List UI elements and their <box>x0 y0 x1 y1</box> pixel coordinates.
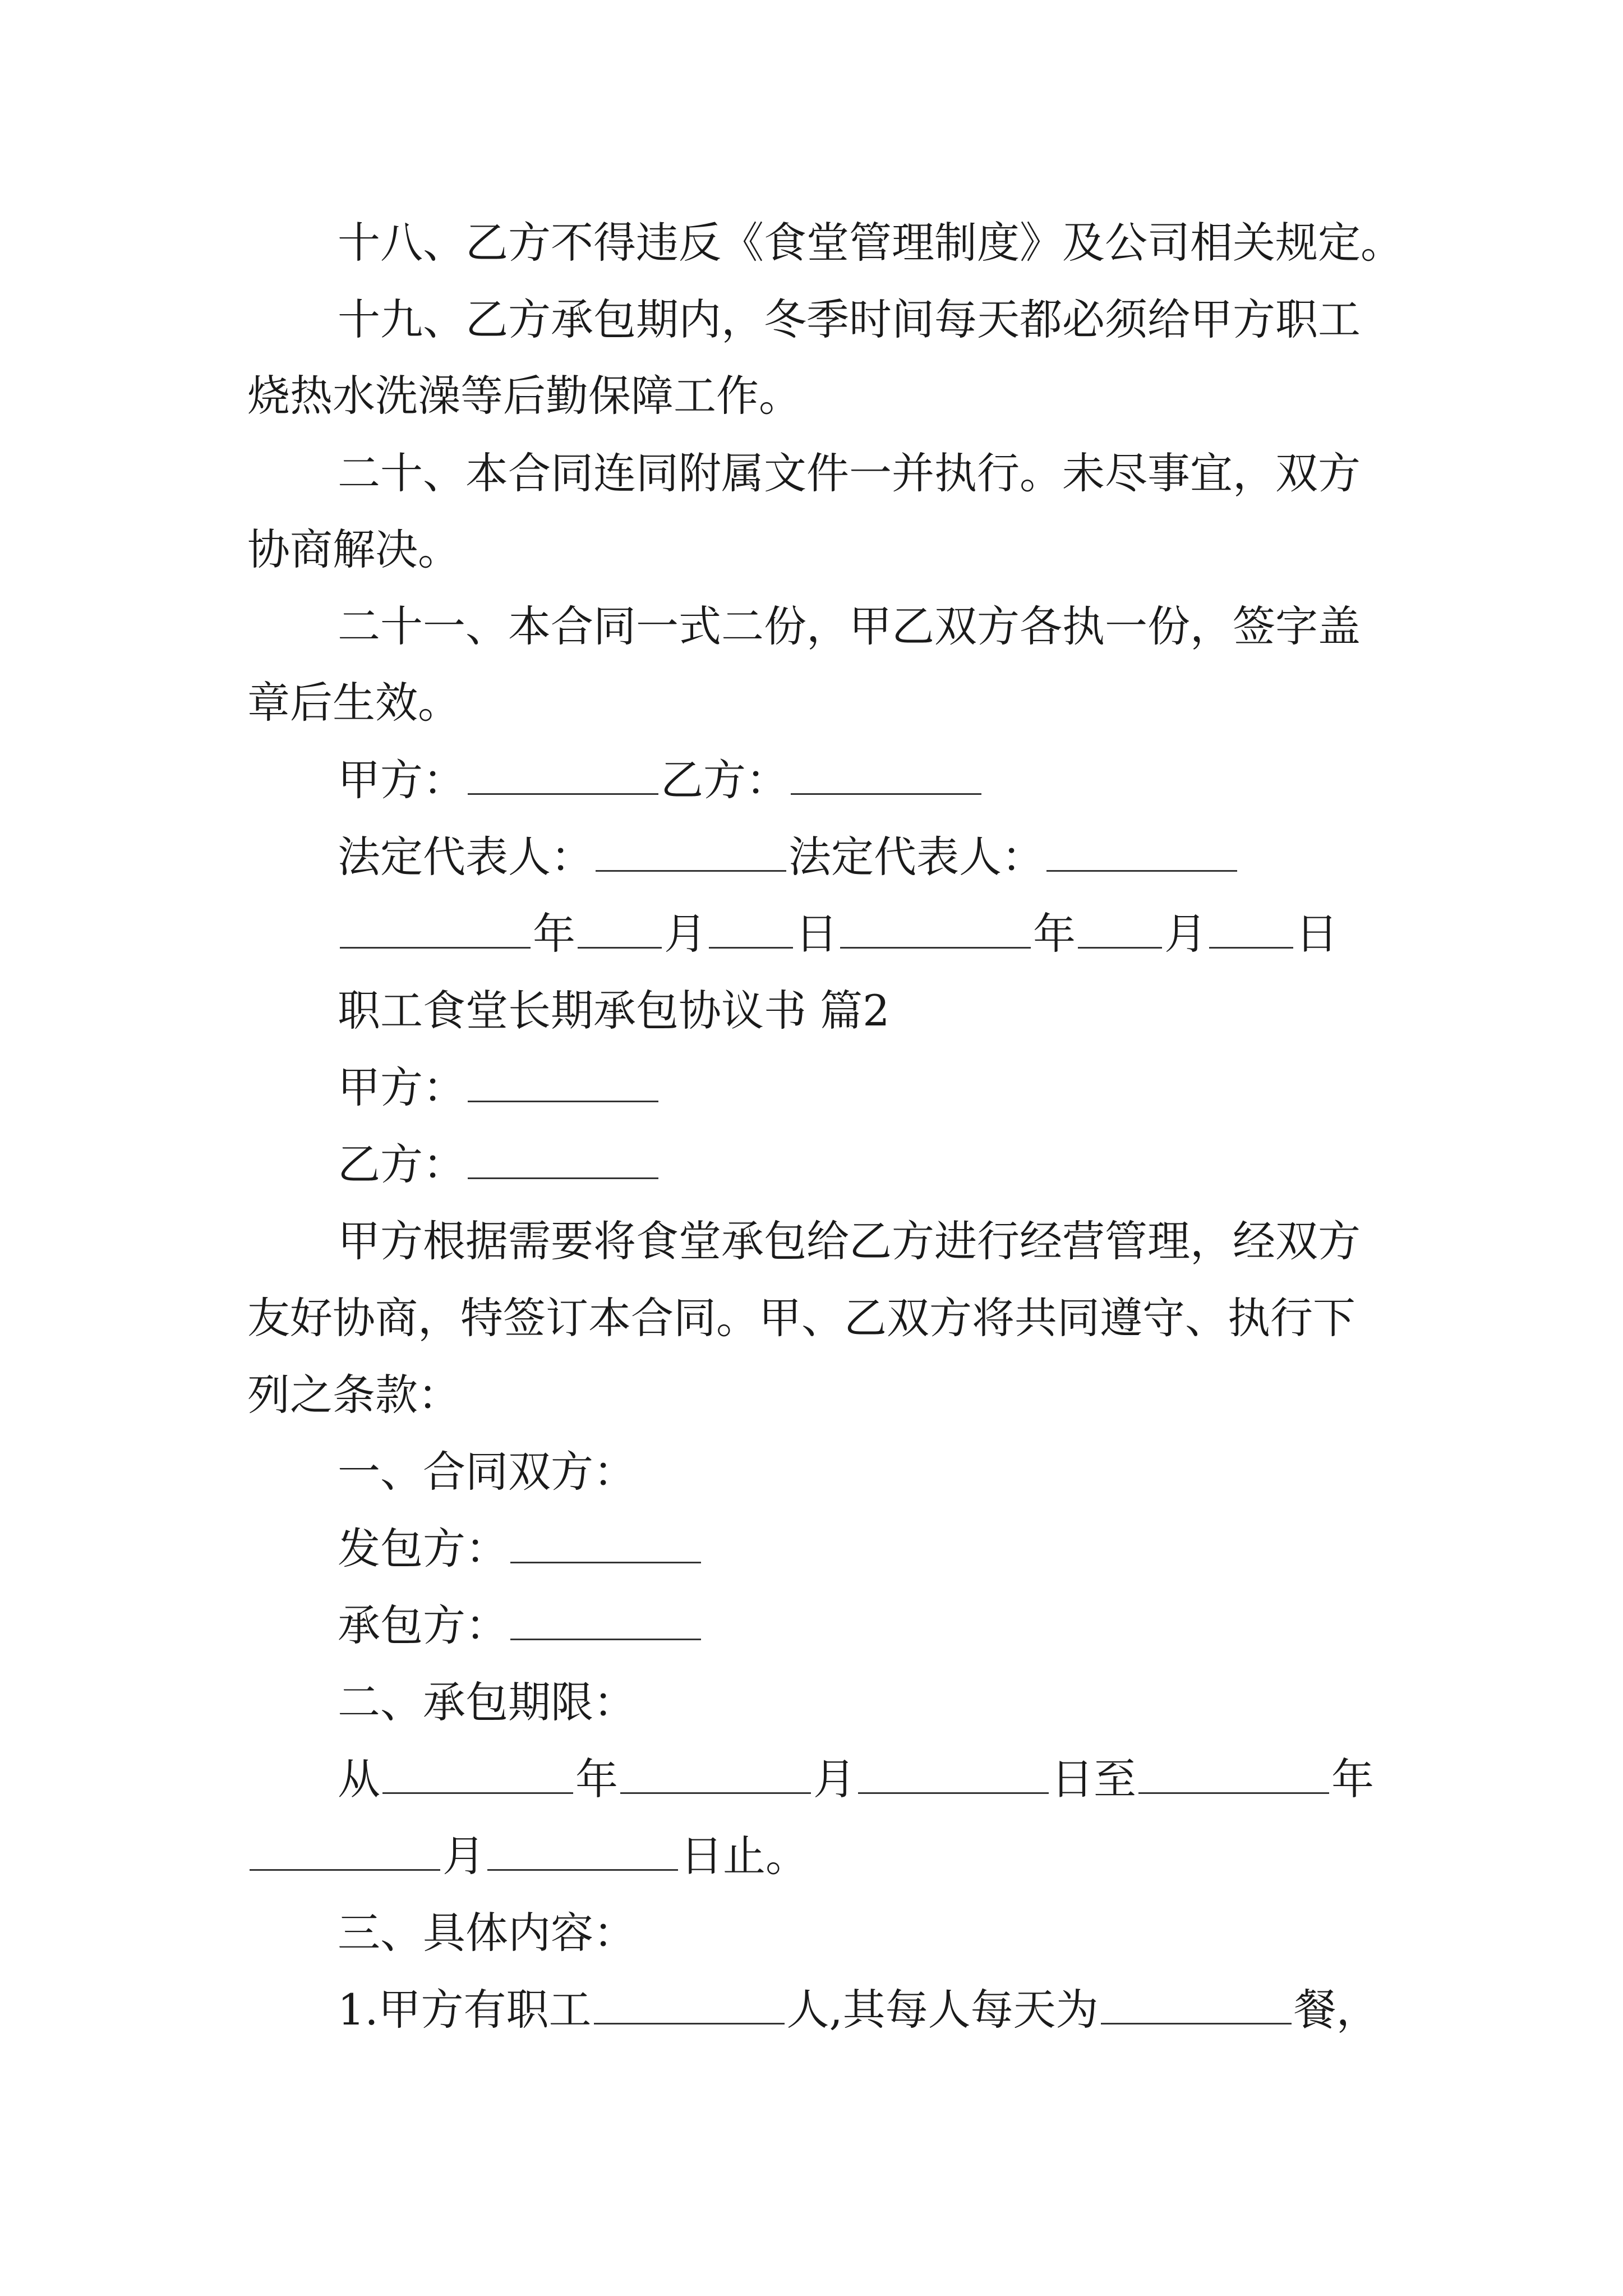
sign-rep-b-blank <box>1046 833 1237 872</box>
item-1-line <box>338 1982 1379 2038</box>
heading-specific-content: 三、具体内容： <box>338 1908 636 1958</box>
contractor-blank <box>510 1602 701 1640</box>
party-b-label: 乙方： <box>338 1139 465 1189</box>
clause-19-line-2: 烧热水洗澡等后勤保障工作。 <box>247 371 801 421</box>
period-end-label: 日止。 <box>680 1831 808 1881</box>
date-a-day-label: 日 <box>795 909 838 959</box>
period-start-day-blank <box>858 1755 1049 1794</box>
period-start-month-blank <box>620 1755 811 1794</box>
sign-party-b-blank <box>791 756 981 795</box>
sign-rep-a-blank <box>596 833 786 872</box>
date-b-month-label: 月 <box>1164 909 1207 959</box>
clause-21-line-2: 章后生效。 <box>247 678 460 728</box>
date-a-month-label: 月 <box>664 909 707 959</box>
date-a-day-blank <box>709 910 793 949</box>
period-year2-label: 年 <box>1331 1754 1374 1804</box>
period-line-1 <box>338 1751 1374 1807</box>
contractor-issuer-blank <box>510 1525 701 1563</box>
period-start-year-blank <box>382 1755 573 1794</box>
contractor-issuer-label: 发包方： <box>338 1524 508 1573</box>
item-1-mid: 人,其每人每天为 <box>786 1985 1099 2035</box>
clause-19-line-1: 十九、乙方承包期内，冬季时间每天都必须给甲方职工 <box>338 295 1361 344</box>
party-a-label: 甲方： <box>338 1062 465 1112</box>
period-from-label: 从 <box>338 1754 380 1804</box>
party-b-blank <box>468 1140 658 1179</box>
period-end-year-blank <box>1138 1755 1329 1794</box>
item-1-staff-count-blank <box>594 1986 785 2024</box>
party-b-line <box>338 1137 661 1193</box>
date-b-year-label: 年 <box>1033 909 1076 959</box>
period-year-label: 年 <box>575 1754 618 1804</box>
date-b-day-label: 日 <box>1295 909 1338 959</box>
clause-18: 十八、乙方不得违反《食堂管理制度》及公司相关规定。 <box>338 218 1403 268</box>
sign-rep-a-label: 法定代表人： <box>338 832 593 882</box>
period-line-2 <box>247 1828 808 1884</box>
contractor-label: 承包方： <box>338 1600 508 1650</box>
clause-20-line-2: 协商解决。 <box>247 524 460 574</box>
clause-21-line-1: 二十一、本合同一式二份，甲乙双方各执一份，签字盖 <box>338 601 1361 651</box>
item-1-post: 餐， <box>1293 1985 1379 2035</box>
section-title: 职工食堂长期承包协议书 篇2 <box>338 986 890 1036</box>
heading-contract-parties: 一、合同双方： <box>338 1447 636 1497</box>
sign-party-a-label: 甲方： <box>338 755 465 805</box>
date-a-year-label: 年 <box>533 909 575 959</box>
date-a-year-blank <box>340 910 531 949</box>
party-a-line <box>338 1060 661 1116</box>
period-month-label: 月 <box>813 1754 856 1804</box>
period-month2-label: 月 <box>442 1831 485 1881</box>
date-b-year-blank <box>840 910 1031 949</box>
signature-parties-line <box>338 752 984 808</box>
heading-contract-period: 二、承包期限： <box>338 1677 636 1727</box>
item-1-pre: 1.甲方有职工 <box>338 1985 592 2035</box>
period-end-month-blank <box>250 1832 440 1871</box>
intro-line-2: 友好协商，特签订本合同。甲、乙双方将共同遵守、执行下 <box>247 1293 1355 1343</box>
signature-representatives-line <box>338 829 1239 885</box>
sign-party-b-label: 乙方： <box>661 755 789 805</box>
period-day-to-label: 日至 <box>1051 1754 1136 1804</box>
date-b-day-blank <box>1209 910 1293 949</box>
clause-20-line-1: 二十、本合同连同附属文件一并执行。未尽事宜，双方 <box>338 448 1361 498</box>
sign-party-a-blank <box>468 756 658 795</box>
contractor-line <box>338 1598 703 1654</box>
intro-line-3: 列之条款： <box>247 1370 460 1420</box>
date-a-month-blank <box>578 910 662 949</box>
period-end-day-blank <box>487 1832 678 1871</box>
date-b-month-blank <box>1078 910 1162 949</box>
sign-rep-b-label: 法定代表人： <box>789 832 1044 882</box>
intro-line-1: 甲方根据需要将食堂承包给乙方进行经营管理，经双方 <box>338 1216 1361 1266</box>
signature-dates-line <box>338 906 1338 962</box>
contractor-issuer-line <box>338 1521 703 1577</box>
item-1-meals-blank <box>1101 1986 1292 2024</box>
party-a-blank <box>468 1064 658 1102</box>
